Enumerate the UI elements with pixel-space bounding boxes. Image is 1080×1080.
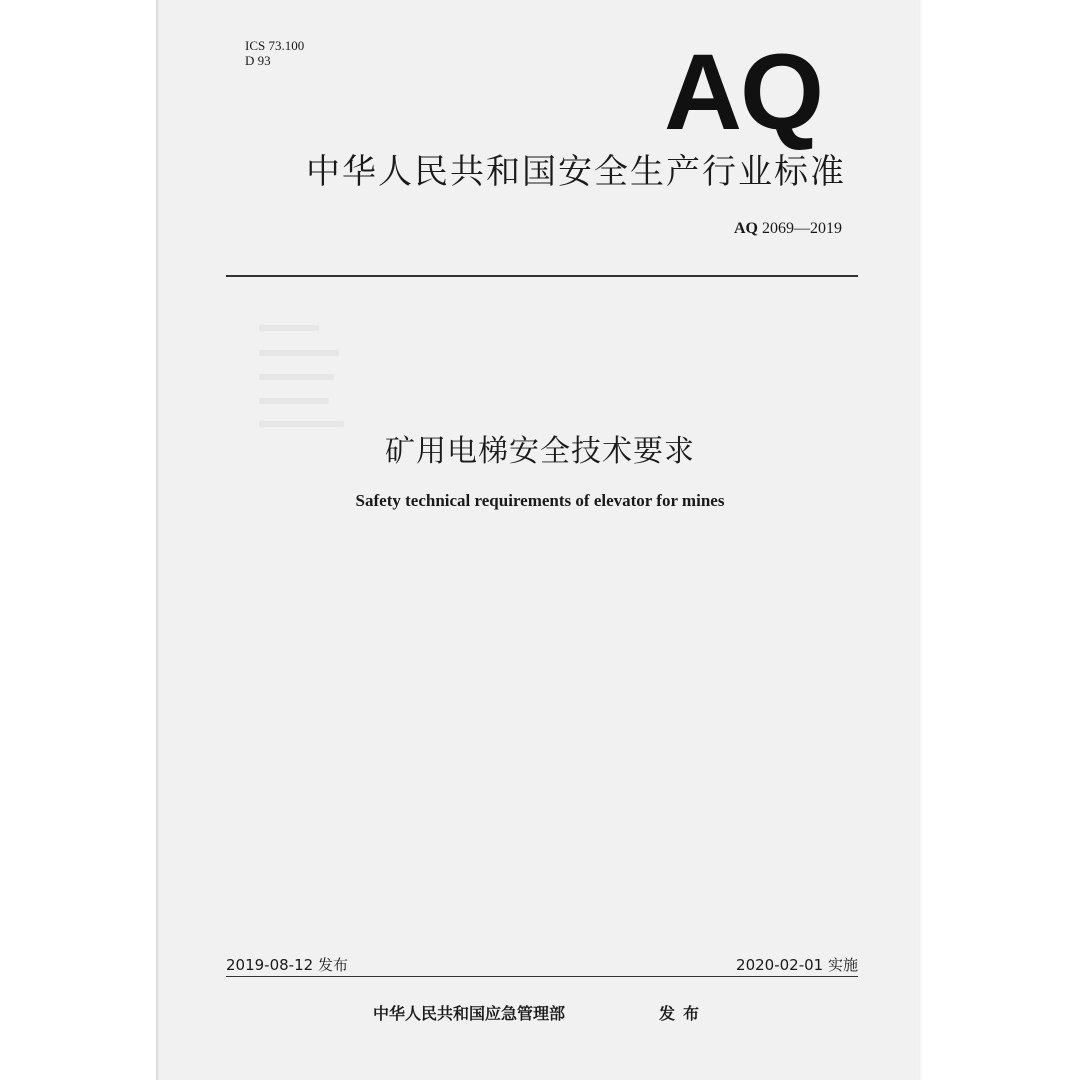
standard-number-prefix: AQ bbox=[734, 220, 758, 237]
bleed-through-mark bbox=[259, 325, 319, 331]
issue-date: 2019-08-12 发布 bbox=[226, 956, 348, 974]
aq-logo: AQ bbox=[664, 31, 822, 152]
standard-number bbox=[734, 220, 842, 238]
footer-divider bbox=[226, 976, 858, 977]
bleed-through-mark bbox=[259, 350, 339, 356]
implementation-date: 2020-02-01 实施 bbox=[736, 956, 858, 974]
bleed-through-mark bbox=[259, 398, 329, 404]
standard-category-title: 中华人民共和国安全生产行业标准 bbox=[306, 152, 846, 192]
publisher-name: 中华人民共和国应急管理部 bbox=[373, 1004, 566, 1023]
ics-code: ICS 73.100 bbox=[245, 38, 305, 53]
document-title-chinese: 矿用电梯安全技术要求 bbox=[385, 434, 695, 469]
bleed-through-mark bbox=[259, 374, 334, 380]
publish-label: 发布 bbox=[659, 1004, 708, 1023]
standard-number-value: 2069—2019 bbox=[762, 220, 842, 237]
ccs-code: D 93 bbox=[245, 53, 271, 68]
classification-codes bbox=[245, 38, 304, 68]
document-title-english: Safety technical requirements of elevator for mines bbox=[355, 491, 725, 510]
header-divider bbox=[226, 275, 858, 277]
